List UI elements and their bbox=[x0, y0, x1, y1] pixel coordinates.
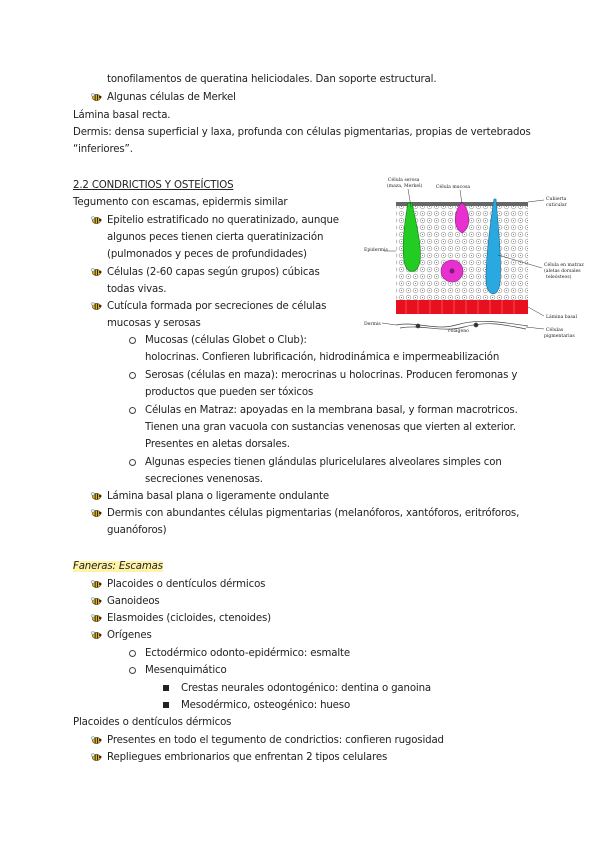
bullet-text: algunos peces tienen cierta queratinización bbox=[107, 232, 324, 243]
label-dermis: Dermis bbox=[364, 322, 381, 327]
bullet-text: Algunas células de Merkel bbox=[107, 92, 236, 103]
square-bullet-icon bbox=[163, 702, 169, 708]
bullet-text: Células (2-60 capas según grupos) cúbicas bbox=[107, 267, 320, 278]
bullet-text: Orígenes bbox=[107, 630, 152, 641]
bee-bullet-icon bbox=[90, 492, 102, 501]
bee-bullet-icon bbox=[90, 268, 102, 277]
bee-bullet-icon bbox=[90, 509, 102, 518]
bullet-text: todas vivas. bbox=[107, 284, 167, 295]
bullet-text: guanóforos) bbox=[107, 525, 167, 536]
sub-sub-bullet-text: Mesodérmico, osteogénico: hueso bbox=[181, 700, 351, 711]
bee-bullet-icon bbox=[90, 580, 102, 589]
label-mucosa: Célula mucosa bbox=[436, 185, 471, 190]
bullet-text: (pulmonados y peces de profundidades) bbox=[107, 249, 307, 260]
faneras-title bbox=[73, 560, 163, 573]
label-serosa-2: (maza, Merkel) bbox=[387, 184, 423, 189]
circle-bullet-icon bbox=[129, 459, 136, 466]
sub-bullet-text: holocrinas. Confieren lubrificación, hidrodinámica e impermeabilización bbox=[145, 352, 500, 363]
sub-bullet-text: Presentes en aletas dorsales. bbox=[145, 439, 290, 450]
label-lamina: Lámina basal bbox=[546, 315, 578, 320]
square-bullet-icon bbox=[163, 685, 169, 691]
label-pigm: Células bbox=[546, 328, 564, 333]
lamina-basal-layer bbox=[396, 300, 528, 314]
label-colageno: colágeno bbox=[448, 329, 469, 334]
section-heading: 2.2 CONDRICTIOS Y OSTEÍCTIOS bbox=[73, 180, 234, 191]
label-cubierta: Cubierta bbox=[546, 197, 567, 202]
circle-bullet-icon bbox=[129, 407, 136, 414]
bee-bullet-icon bbox=[90, 736, 102, 745]
bullet-text: Placoides o dentículos dérmicos bbox=[107, 579, 266, 590]
circle-bullet-icon bbox=[129, 337, 136, 344]
sub-bullet-text: Serosas (células en maza): merocrinas u holocrinas. Producen feromonas y bbox=[145, 370, 518, 381]
bee-bullet-icon bbox=[90, 216, 102, 225]
bullet-text: Elasmoides (cicloides, ctenoides) bbox=[107, 613, 271, 624]
bee-bullet-icon bbox=[90, 93, 102, 102]
bee-bullet-icon bbox=[90, 614, 102, 623]
label-serosa: Célula serosa bbox=[388, 178, 420, 183]
label-epidermis: Epidermis bbox=[364, 248, 388, 253]
circle-bullet-icon bbox=[129, 650, 136, 657]
sub-bullet-text: secreciones venenosas. bbox=[145, 474, 263, 485]
text-line: Lámina basal recta. bbox=[73, 110, 171, 121]
label-matraz: Célula en matraz bbox=[544, 263, 584, 268]
bee-bullet-icon bbox=[90, 631, 102, 640]
bullet-text: Epitelio estratificado no queratinizado, aunque bbox=[107, 215, 339, 226]
circle-bullet-icon bbox=[129, 667, 136, 674]
sub-sub-bullet-text: Crestas neurales odontogénico: dentina o ganoina bbox=[181, 683, 431, 694]
label-pigm-2: pigmentarias bbox=[544, 334, 575, 339]
bee-bullet-icon bbox=[90, 302, 102, 311]
circle-bullet-icon bbox=[129, 372, 136, 379]
sub-bullet-text: Ectodérmico odonto-epidérmico: esmalte bbox=[145, 648, 351, 659]
sub-bullet-text: Tienen una gran vacuola con sustancias venenosas que vierten al exterior. bbox=[145, 422, 516, 433]
text-line: “inferiores”. bbox=[73, 144, 133, 155]
sub-bullet-text: Mesenquimático bbox=[145, 665, 227, 676]
label-matraz-2: (aletas dorsales bbox=[544, 269, 581, 274]
dermis-fibers bbox=[396, 321, 528, 329]
text-line: Dermis: densa superficial y laxa, profunda con células pigmentarias, propias de vertebrados bbox=[73, 127, 531, 138]
bullet-text: Lámina basal plana o ligeramente ondulante bbox=[107, 491, 329, 502]
sub-bullet-text: Algunas especies tienen glándulas pluricelulares alveolares simples con bbox=[145, 457, 502, 468]
sub-bullet-text: Mucosas (células Globet o Club): bbox=[145, 335, 307, 346]
label-matraz-3: teleósteos) bbox=[546, 275, 572, 280]
sub-bullet-text: productos que pueden ser tóxicos bbox=[145, 387, 314, 398]
bullet-text: Cutícula formada por secreciones de células bbox=[107, 301, 327, 312]
text-line: Placoides o dentículos dérmicos bbox=[73, 717, 232, 728]
skin-diagram bbox=[356, 175, 596, 345]
bee-bullet-icon bbox=[90, 597, 102, 606]
sub-bullet-text: Células en Matraz: apoyadas en la membrana basal, y forman macrotricos. bbox=[145, 405, 518, 416]
bee-bullet-icon bbox=[90, 753, 102, 762]
faneras-title-text: Faneras: Escamas bbox=[73, 561, 163, 572]
bullet-text: Repliegues embrionarios que enfrentan 2 tipos celulares bbox=[107, 752, 388, 763]
bullet-text: mucosas y serosas bbox=[107, 318, 201, 329]
bullet-text: Presentes en todo el tegumento de condrictios: confieren rugosidad bbox=[107, 735, 444, 746]
label-cubierta-2: cuticular bbox=[546, 203, 567, 208]
text-line: tonofilamentos de queratina heliciodales. Dan soporte estructural. bbox=[107, 74, 437, 85]
text-line: Tegumento con escamas, epidermis similar bbox=[73, 197, 288, 208]
bullet-text: Ganoideos bbox=[107, 596, 160, 607]
bullet-text: Dermis con abundantes células pigmentarias (melanóforos, xantóforos, eritróforos, bbox=[107, 508, 520, 519]
